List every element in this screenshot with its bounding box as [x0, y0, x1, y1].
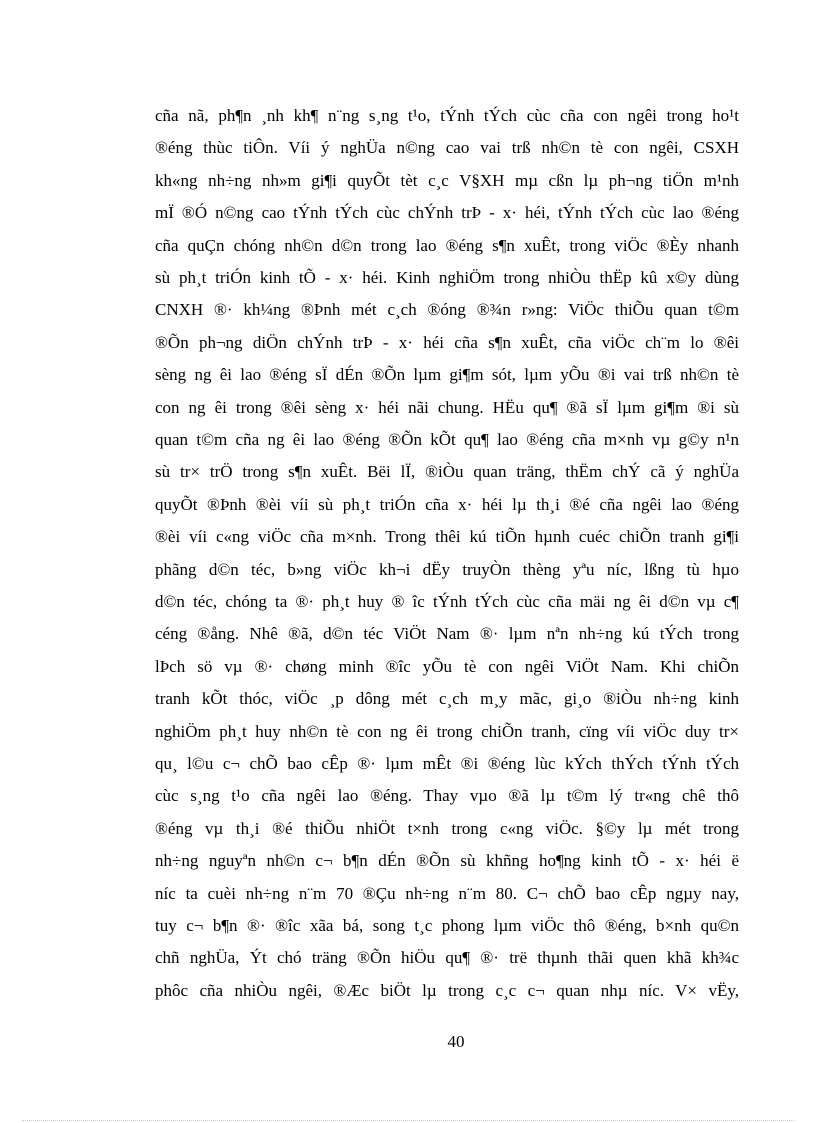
- text-line: sèng ng êi lao ®éng sÏ dÉn ®Õn lµm gi¶m sót, lµm yÕu ®i vai trß nh©n tè: [155, 365, 739, 385]
- text-line: cña quÇn chóng nh©n d©n trong lao ®éng s¶n xuÊt, trong viÖc ®Èy nhanh: [155, 235, 739, 255]
- text-line: ®Õn ph¬ng diÖn chÝnh trÞ - x· héi cña s¶n xuÊt, cña viÖc ch¨m lo ®êi: [155, 332, 739, 352]
- text-line: nh÷ng nguyªn nh©n c¬ b¶n dÉn ®Õn sù khñng ho¶ng kinh tÕ - x· héi ë: [155, 851, 739, 871]
- text-line: con ng êi trong ®êi sèng x· héi nãi chung. HËu qu¶ ®ã sÏ lµm gi¶m ®i sù: [155, 397, 739, 417]
- text-line: phãng d©n téc, b»ng viÖc kh¬i dËy truyÒn thèng yªu níc, lßng tù hµo: [155, 559, 739, 579]
- text-line: tuy c¬ b¶n ®· ®îc xãa bá, song t¸c phong lµm viÖc thô ®éng, b×nh qu©n: [155, 916, 739, 935]
- text-line: phôc cña nhiÒu ngêi, ®Æc biÖt lµ trong c¸c c¬ quan nhµ níc. V× vËy,: [155, 980, 739, 1000]
- text-line: quan t©m cña ng êi lao ®éng ®Õn kÕt qu¶ lao ®éng cña m×nh vµ g©y n¹n: [155, 430, 739, 449]
- text-line: cña nã, ph¶n ¸nh kh¶ n¨ng s¸ng t¹o, tÝnh tÝch cùc cña con ngêi trong ho¹t: [155, 106, 739, 125]
- text-line: qu¸ l©u c¬ chÕ bao cÊp ®· lµm mÊt ®i ®éng lùc kÝch thÝch tÝnh tÝch: [155, 754, 739, 773]
- text-line: mÏ ®Ó n©ng cao tÝnh tÝch cùc chÝnh trÞ - x· héi, tÝnh tÝch cùc lao ®éng: [155, 203, 739, 223]
- text-line: chñ nghÜa, Ýt chó träng ®Õn hiÖu qu¶ ®· trë thµnh thãi quen khã kh¾c: [155, 948, 739, 968]
- page-number: 40: [447, 1032, 465, 1051]
- text-line: d©n téc, chóng ta ®· ph¸t huy ® îc tÝnh tÝch cùc cña mäi ng êi d©n vµ c¶: [155, 592, 739, 611]
- text-line: ®éng thùc tiÔn. Víi ý nghÜa n©ng cao vai trß nh©n tè con ngêi, CSXH: [155, 138, 739, 158]
- text-line: tranh kÕt thóc, viÖc ¸p dông mét c¸ch m¸y mãc, gi¸o ®iÒu nh÷ng kinh: [155, 689, 739, 709]
- text-line: lÞch sö vµ ®· chøng minh ®îc yÕu tè con ngêi ViÖt Nam. Khi chiÕn: [155, 656, 739, 676]
- text-line: sù tr× trÖ trong s¶n xuÊt. Bëi lÏ, ®iÒu quan träng, thËm chÝ cã ý nghÜa: [155, 462, 739, 482]
- text-line: kh«ng nh÷ng nh»m gi¶i quyÕt tèt c¸c V§XH mµ cßn lµ ph¬ng tiÖn m¹nh: [155, 170, 739, 190]
- page-bottom-divider: [22, 1120, 794, 1121]
- text-line: ®éng vµ th¸i ®é thiÕu nhiÖt t×nh trong c«ng viÖc. §©y lµ mét trong: [155, 818, 739, 838]
- text-line: nghiÖm ph¸t huy nh©n tè con ng êi trong chiÕn tranh, cïng víi viÖc duy tr×: [155, 721, 739, 741]
- text-line: CNXH ®· kh¼ng ®Þnh mét c¸ch ®óng ®¾n r»ng: ViÖc thiÕu quan t©m: [155, 300, 739, 320]
- text-line: cùc s¸ng t¹o cña ngêi lao ®éng. Thay vµo ®ã lµ t©m lý tr«ng chê thô: [155, 786, 739, 806]
- text-line: quyÕt ®Þnh ®èi víi sù ph¸t triÓn cña x· héi lµ th¸i ®é cña ngêi lao ®éng: [155, 494, 739, 514]
- text-line: ®èi víi c«ng viÖc cña m×nh. Trong thêi kú tiÕn hµnh cuéc chiÕn tranh gi¶i: [155, 527, 739, 547]
- text-line: sù ph¸t triÓn kinh tÕ - x· héi. Kinh nghiÖm trong nhiÒu thËp kû x©y dùng: [155, 268, 739, 287]
- text-line: níc ta cuèi nh÷ng n¨m 70 ®Çu nh÷ng n¨m 80. C¬ chÕ bao cÊp ngµy nay,: [155, 883, 739, 903]
- text-line: céng ®ång. Nhê ®ã, d©n téc ViÖt Nam ®· lµm nªn nh÷ng kú tÝch trong: [155, 624, 739, 644]
